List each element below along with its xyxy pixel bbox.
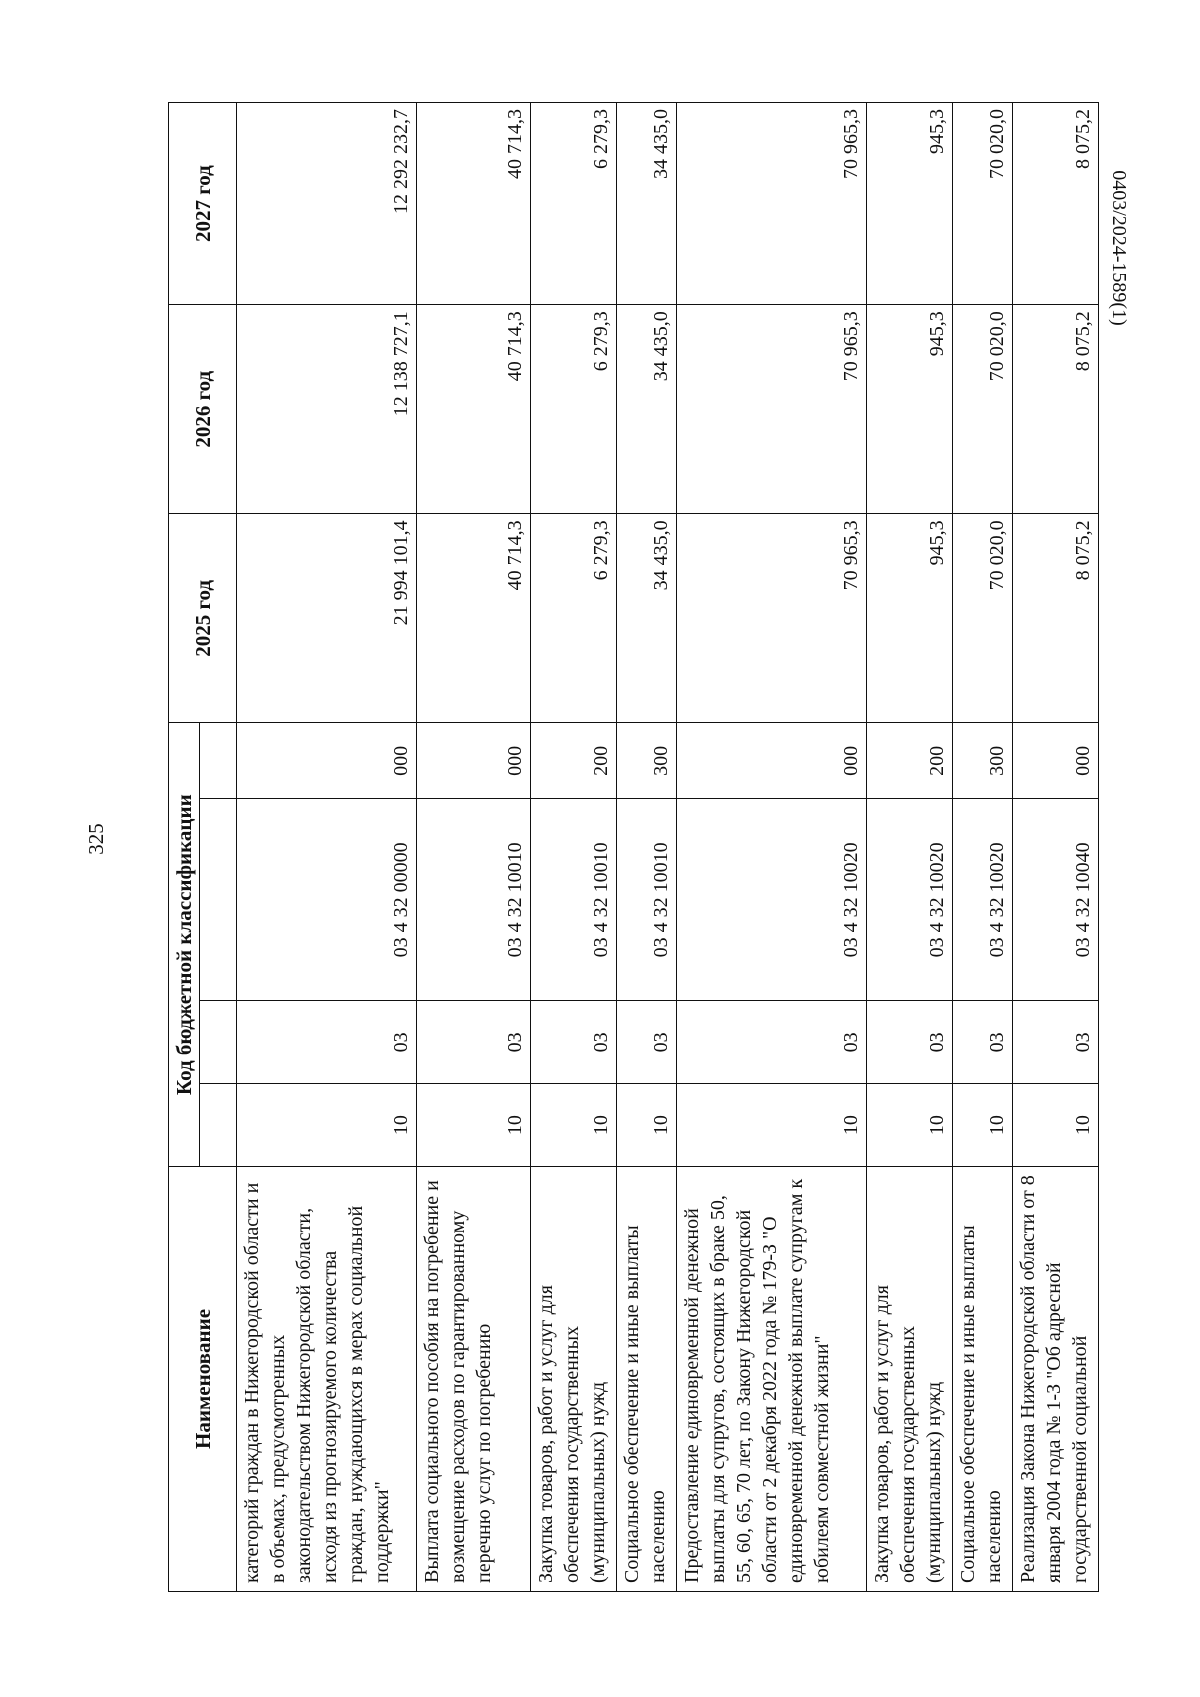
header-code-sub-3	[200, 799, 237, 1001]
row-value-2025: 70 965,3	[677, 514, 867, 723]
row-value-2026: 34 435,0	[617, 305, 677, 514]
row-name: Выплата социального пособия на погребение и возмещение расходов по гарантированному перечню услуг по погребению	[417, 1166, 531, 1591]
row-name: категорий граждан в Нижегородской области и в объемах, предусмотренных законодательством Нижегородской области, исходя из прогнозируемого количества граждан, нуждающихся в мерах социальной поддержки"	[237, 1166, 417, 1591]
row-value-2026: 40 714,3	[417, 305, 531, 514]
row-code-subsection: 03	[953, 1001, 1013, 1084]
row-value-2027: 70 965,3	[677, 103, 867, 305]
row-code-type: 000	[677, 723, 867, 799]
row-code-target: 03 4 32 10020	[677, 799, 867, 1001]
row-code-target: 03 4 32 10020	[867, 799, 953, 1001]
header-row	[169, 103, 200, 1592]
header-2026: 2026 год	[169, 305, 237, 514]
row-code-subsection: 03	[1013, 1001, 1099, 1084]
row-value-2026: 8 075,2	[1013, 305, 1099, 514]
header-code-sub-4	[200, 723, 237, 799]
row-value-2027: 40 714,3	[417, 103, 531, 305]
row-code-type: 300	[953, 723, 1013, 799]
rotated-table-container	[168, 102, 1094, 1592]
row-code-subsection: 03	[867, 1001, 953, 1084]
row-code-target: 03 4 32 10010	[417, 799, 531, 1001]
row-code-target: 03 4 32 10040	[1013, 799, 1099, 1001]
row-name: Закупка товаров, работ и услуг для обеспечения государственных (муниципальных) нужд	[867, 1166, 953, 1591]
document-code: 0403/2024-1589(1)	[1108, 170, 1130, 326]
header-name: Наименование	[169, 1166, 237, 1591]
row-value-2027: 8 075,2	[1013, 103, 1099, 305]
row-code-type: 000	[1013, 723, 1099, 799]
row-value-2025: 8 075,2	[1013, 514, 1099, 723]
row-name: Закупка товаров, работ и услуг для обеспечения государственных (муниципальных) нужд	[531, 1166, 617, 1591]
row-value-2026: 945,3	[867, 305, 953, 514]
row-code-type: 300	[617, 723, 677, 799]
header-code: Код бюджетной классификации	[169, 723, 200, 1167]
row-code-section: 10	[237, 1084, 417, 1167]
row-code-subsection: 03	[617, 1001, 677, 1084]
row-code-section: 10	[867, 1084, 953, 1167]
header-code-sub-2	[200, 1001, 237, 1084]
row-value-2025: 945,3	[867, 514, 953, 723]
row-value-2026: 6 279,3	[531, 305, 617, 514]
row-code-type: 000	[237, 723, 417, 799]
row-code-target: 03 4 32 10020	[953, 799, 1013, 1001]
header-2027: 2027 год	[169, 103, 237, 305]
table-row	[677, 103, 867, 1592]
row-value-2026: 12 138 727,1	[237, 305, 417, 514]
table-row	[617, 103, 677, 1592]
table-row	[867, 103, 953, 1592]
header-2025: 2025 год	[169, 514, 237, 723]
budget-table	[168, 102, 1099, 1592]
row-name: Социальное обеспечение и иные выплаты населению	[953, 1166, 1013, 1591]
row-code-section: 10	[677, 1084, 867, 1167]
row-code-type: 000	[417, 723, 531, 799]
row-code-subsection: 03	[677, 1001, 867, 1084]
row-value-2025: 70 020,0	[953, 514, 1013, 723]
row-code-target: 03 4 32 10010	[617, 799, 677, 1001]
row-code-subsection: 03	[531, 1001, 617, 1084]
row-value-2026: 70 965,3	[677, 305, 867, 514]
row-code-target: 03 4 32 10010	[531, 799, 617, 1001]
row-value-2025: 6 279,3	[531, 514, 617, 723]
table-row	[417, 103, 531, 1592]
row-value-2025: 34 435,0	[617, 514, 677, 723]
row-value-2027: 945,3	[867, 103, 953, 305]
document-code-wrap	[1104, 88, 1134, 408]
row-value-2025: 40 714,3	[417, 514, 531, 723]
row-value-2026: 70 020,0	[953, 305, 1013, 514]
table-row	[1013, 103, 1099, 1592]
table-row	[953, 103, 1013, 1592]
row-code-section: 10	[1013, 1084, 1099, 1167]
row-code-section: 10	[617, 1084, 677, 1167]
row-value-2027: 12 292 232,7	[237, 103, 417, 305]
row-code-target: 03 4 32 00000	[237, 799, 417, 1001]
row-code-section: 10	[953, 1084, 1013, 1167]
row-code-section: 10	[417, 1084, 531, 1167]
row-value-2027: 6 279,3	[531, 103, 617, 305]
page-number: 325	[84, 823, 108, 855]
row-name: Социальное обеспечение и иные выплаты населению	[617, 1166, 677, 1591]
row-code-subsection: 03	[237, 1001, 417, 1084]
row-value-2027: 34 435,0	[617, 103, 677, 305]
row-code-subsection: 03	[417, 1001, 531, 1084]
row-code-type: 200	[531, 723, 617, 799]
header-code-sub-1	[200, 1084, 237, 1167]
row-name: Реализация Закона Нижегородской области от 8 января 2004 года № 1-З "Об адресной государственной социальной	[1013, 1166, 1099, 1591]
row-value-2025: 21 994 101,4	[237, 514, 417, 723]
row-name: Предоставление единовременной денежной выплаты для супругов, состоящих в браке 50, 55, 60, 65, 70 лет, по Закону Нижегородской области от 2 декабря 2022 года № 179-З "О единовременной денежной выплате супругам к юбилеям совместной жизни"	[677, 1166, 867, 1591]
row-code-section: 10	[531, 1084, 617, 1167]
table-row	[237, 103, 417, 1592]
row-code-type: 200	[867, 723, 953, 799]
table-row	[531, 103, 617, 1592]
row-value-2027: 70 020,0	[953, 103, 1013, 305]
